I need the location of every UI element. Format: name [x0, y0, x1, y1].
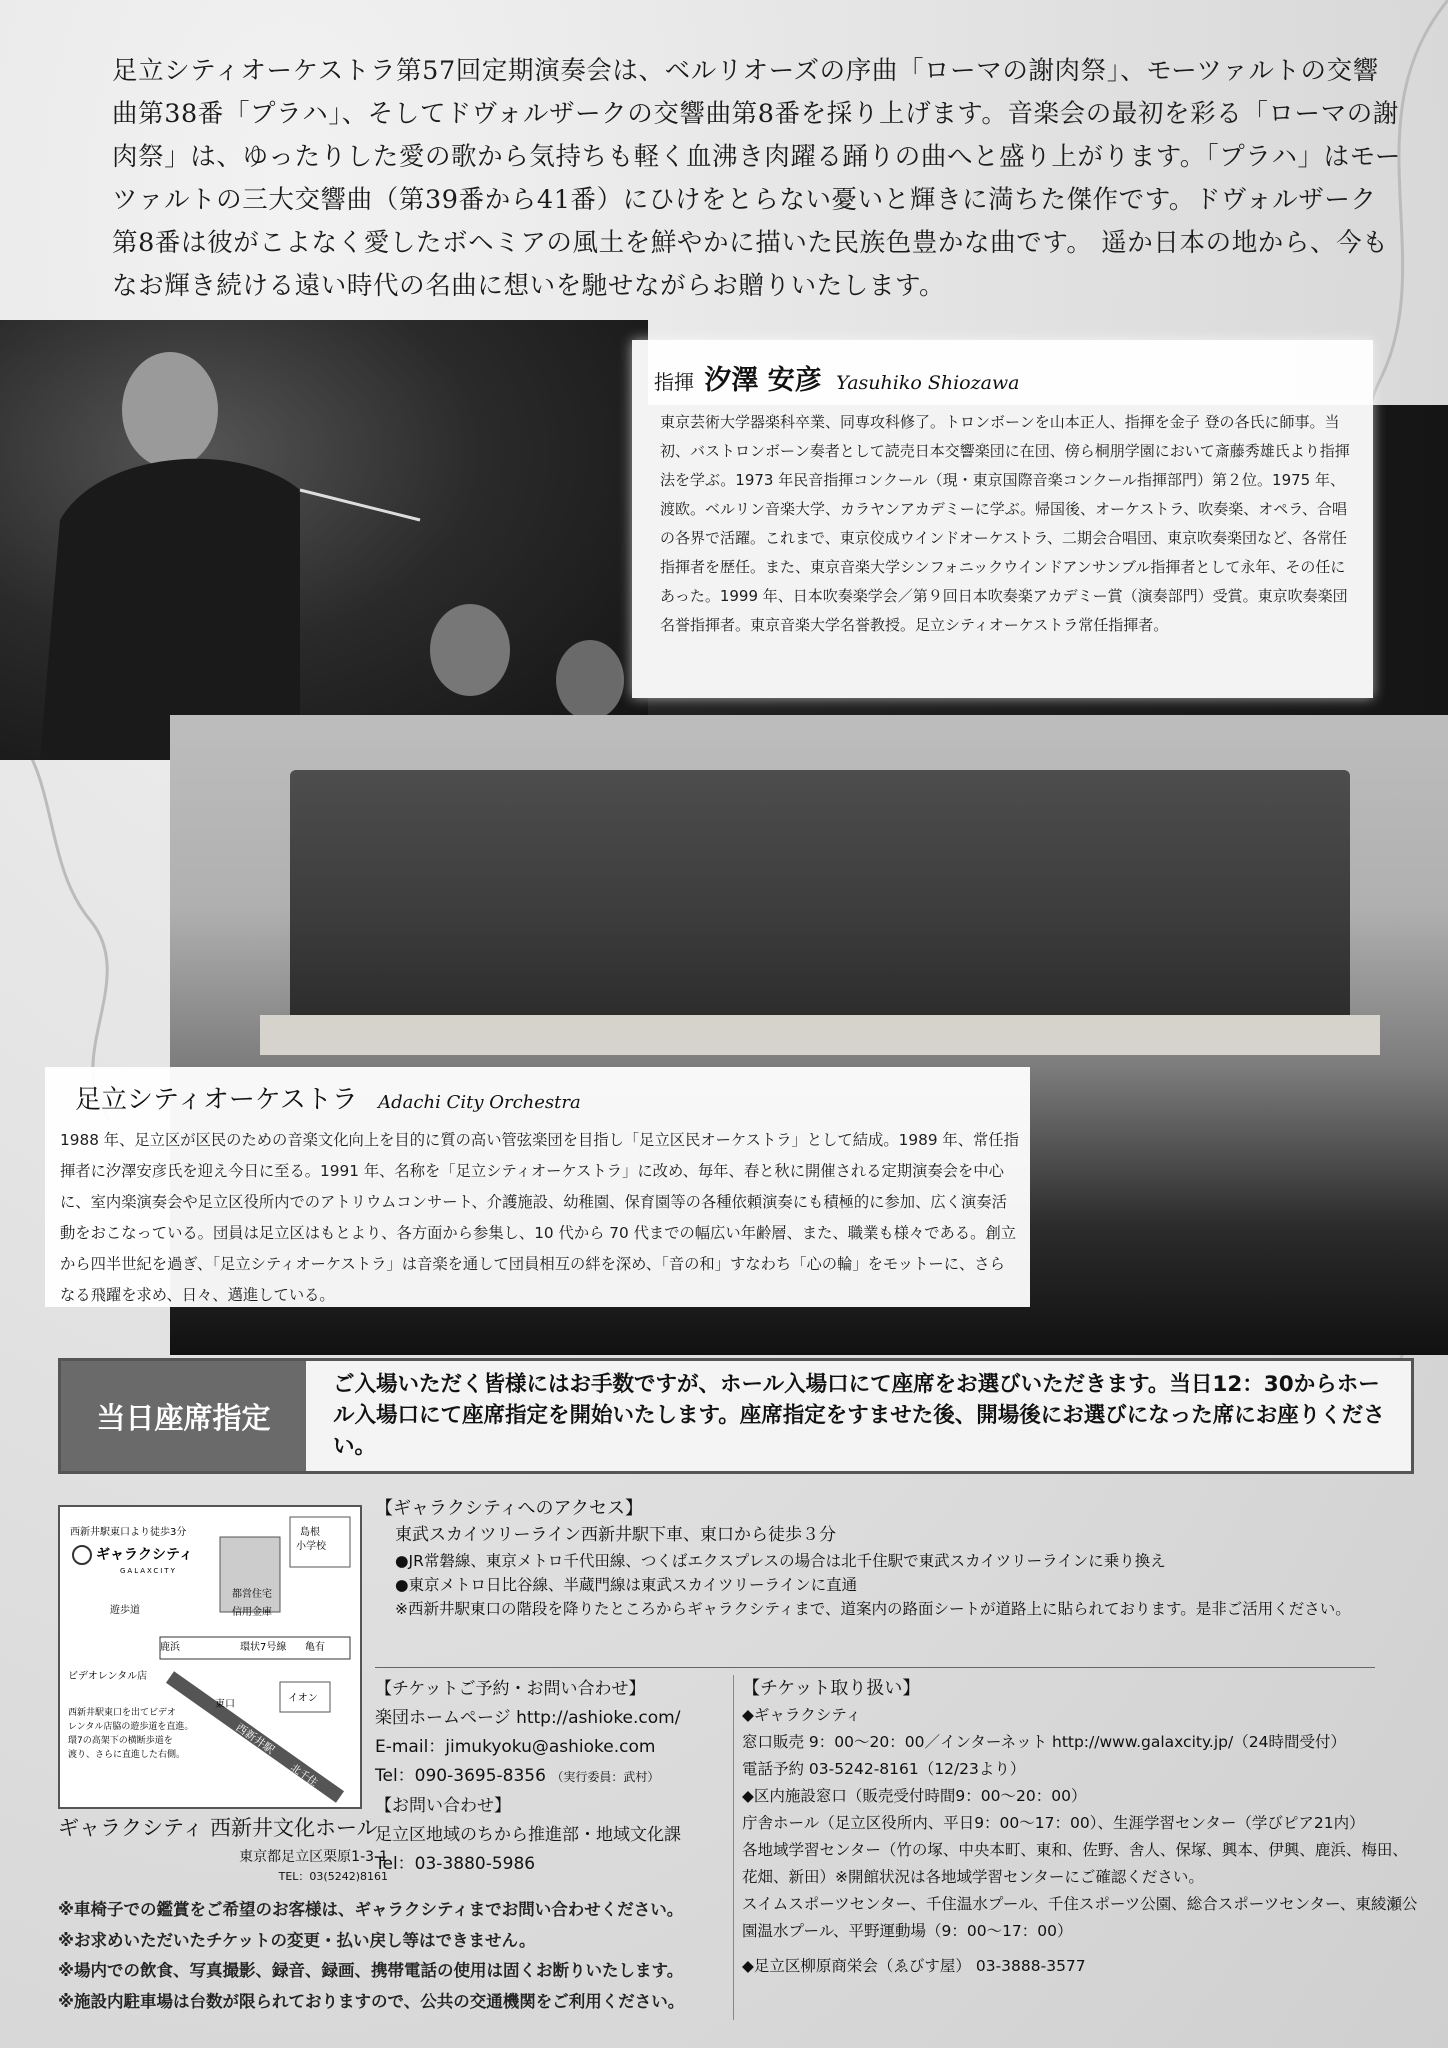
conductor-photo — [0, 320, 648, 760]
tickets-galaxcity: ◆ギャラクシティ — [742, 1706, 862, 1724]
galaxcity-building — [220, 1537, 280, 1612]
map-logo: ギャラクシティ — [96, 1547, 193, 1563]
conductor-silhouette — [0, 320, 648, 760]
stage-floor — [260, 1015, 1380, 1055]
conductor-bio: 東京芸術大学器楽科卒業、同専攻科修了。トロンボーンを山本正人、指揮を金子 登の各氏に師事。当初、バストロンボーン奏者として読売日本交響楽団に在団、傍ら桐朋学園において斎藤秀雄氏より指揮法を学ぶ。1973 年民音指揮コンクール（現・東京国際音楽コンクール指揮部門）第２位。1975 年、渡欧。ベルリン音楽大学、カラヤンアカデミーに学ぶ。帰国後、オーケストラ、吹奏楽、オペラ、合唱の各界で活躍。これまで、東京佼成ウインドオーケストラ、二期会合唱団、東京吹奏楽団など、各常任指揮者を歴任。また、東京音楽大学シンフォニックウインドアンサンブル指揮者として永年、その任にあった。1999 年、日本吹奏楽学会／第９回日本吹奏楽アカデミー賞（演奏部門）受賞。東京吹奏楽団名誉指揮者。東京音楽大学名誉教授。足立シティオーケストラ常任指揮者。 — [660, 413, 1350, 634]
access-line-1: 東武スカイツリーライン西新井駅下車、東口から徒歩３分 — [395, 1525, 836, 1545]
conductor-role: 指揮 — [654, 370, 694, 394]
orchestra-name-en: Adachi City Orchestra — [378, 1092, 581, 1113]
orchestra-name-jp: 足立シティオーケストラ — [75, 1085, 358, 1115]
orchestra-profile — [45, 1067, 1030, 1307]
map-bank: 信用金庫 — [232, 1607, 272, 1618]
conductor-name-jp: 汐澤 安彦 — [704, 365, 822, 396]
map-aeon: イオン — [288, 1693, 318, 1704]
galaxcity-logo-icon — [73, 1546, 91, 1564]
access-map — [58, 1505, 362, 1809]
map-west: 鹿浜 — [160, 1642, 180, 1653]
conductor-heading — [654, 358, 1020, 397]
intro-paragraph: 足立シティオーケストラ第57回定期演奏会は、ベルリオーズの序曲「ローマの謝肉祭」、モーツァルトの交響曲第38番「プラハ」、そしてドヴォルザークの交響曲第8番を採り上げます。音楽会の最初を彩る「ローマの謝肉祭」は、ゆったりした愛の歌から気持ちも軽く血沸き肉躍る踊りの曲へと盛り上がります。「プラハ」はモーツァルトの三大交響曲（第39番から41番）にひけをとらない憂いと輝きに満ちた傑作です。ドヴォルザーク第8番は彼がこよなく愛したボヘミアの風土を鮮やかに描いた民族色豊かな曲です。 遥か日本の地から、今もなお輝き続ける遠い時代の名曲に想いを馳せながらお贈りいたします。 — [112, 56, 1401, 301]
map-housing: 都営住宅 — [232, 1589, 272, 1600]
map-station: 西新井駅 — [233, 1720, 277, 1757]
note-item: ※施設内駐車場は台数が限られておりますので、公共の交通機関をご利用ください。 — [58, 1991, 685, 2011]
contact-tel: Tel：090-3695-8356 — [375, 1766, 546, 1786]
access-line-3: ●東京メトロ日比谷線、半蔵門線は東武スカイツリーラインに直通 — [395, 1576, 858, 1594]
access-line-2: ●JR常磐線、東京メトロ千代田線、つくばエクスプレスの場合は北千住駅で東武スカイツリーラインに乗り換え — [395, 1552, 1166, 1570]
tickets-ward-list-3: スイムスポーツセンター、千住温水プール、千住スポーツ公園、総合スポーツセンター、東綾瀬公園温水プール、平野運動場（9：00～17：00） — [742, 1895, 1418, 1940]
tickets-ward-list-2: 各地域学習センター（竹の塚、中央本町、東和、佐野、舎人、保塚、興本、伊興、鹿浜、梅田、花畑、新田）※開館状況は各地域学習センターにご確認ください。 — [742, 1841, 1408, 1886]
venue-tel: TEL：03(5242)8161 — [278, 1870, 388, 1883]
access-title: 【ギャラクシティへのアクセス】 — [375, 1498, 644, 1519]
email-link[interactable]: E-mail：jimukyoku@ashioke.com — [375, 1737, 656, 1757]
seating-notice — [58, 1358, 1414, 1474]
orchestra-bio: 1988 年、足立区が区民のための音楽文化向上を目的に質の高い管弦楽団を目指し「足立区民オーケストラ」として結成。1989 年、常任指揮者に汐澤安彦氏を迎え今日に至る。1991 年、名称を「足立シティオーケストラ」に改め、毎年、春と秋に開催される定期演奏会を中心に、室内楽演奏会や足立区役所内でのアトリウムコンサート、介護施設、幼稚園、保育園等の各種依頼演奏にも積極的に参加、広く演奏活動をおこなっている。団員は足立区はもとより、各方面から参集し、10 代から 70 代までの幅広い年齢層、また、職業も様々である。創立から四半世紀を過ぎ、「足立シティオーケストラ」は音楽を通して団員相互の絆を深め、「音の和」すなわち「心の輪」をモットーに、さらなる飛躍を求め、日々、邁進している。 — [60, 1131, 1019, 1304]
contact-section — [375, 1675, 755, 1879]
inquiry-tel: Tel：03-3880-5986 — [375, 1854, 536, 1874]
inquiry-title: 【お問い合わせ】 — [375, 1796, 511, 1816]
map-walk: 西新井駅東口より徒歩3分 — [70, 1527, 187, 1538]
seating-text: ご入場いただく皆様にはお手数ですが、ホール入場口にて座席をお選びいただきます。当日12：30からホール入場口にて座席指定を開始いたします。座席指定をすませた後、開場後にお選びになった席にお座りください。 — [333, 1372, 1385, 1459]
tickets-title: 【チケット取り扱い】 — [742, 1678, 921, 1699]
map-directions-2: レンタル店脇の遊歩道を直進。 — [68, 1722, 194, 1732]
venue-info — [58, 1812, 388, 1884]
access-section — [375, 1495, 1375, 1621]
orchestra-heading — [75, 1079, 581, 1116]
map-school-2: 小学校 — [296, 1541, 326, 1552]
tickets-ward-list-1: 庁舎ホール（足立区役所内、平日9：00～17：00）、生涯学習センター（学びピア21内） — [742, 1814, 1365, 1832]
conductor-name-en: Yasuhiko Shiozawa — [836, 372, 1020, 394]
venue-name: ギャラクシティ 西新井文化ホール — [58, 1816, 378, 1840]
map-school-1: 島根 — [300, 1527, 320, 1538]
tickets-section — [742, 1675, 1422, 1980]
map-playground: 遊歩道 — [110, 1605, 140, 1616]
map-directions-1: 西新井駅東口を出てビデオ — [68, 1708, 176, 1718]
note-item: ※場内での飲食、写真撮影、録音、録画、携帯電話の使用は固くお断りいたします。 — [58, 1961, 684, 1980]
tickets-ward: ◆区内施設窓口（販売受付時間9：00～20：00） — [742, 1787, 1087, 1805]
notes-list — [58, 1895, 758, 2017]
tickets-phone: 電話予約 03-5242-8161（12/23より） — [742, 1760, 1026, 1778]
contact-title: 【チケットご予約・お問い合わせ】 — [375, 1679, 646, 1699]
note-item: ※お求めいただいたチケットの変更・払い戻し等はできません。 — [58, 1930, 536, 1950]
map-road: 環状7号線 — [240, 1642, 287, 1653]
orchestra-players — [290, 770, 1350, 1030]
map-logo-en: GALAXCITY — [120, 1567, 177, 1575]
venue-address: 東京都足立区栗原1-3-1 — [239, 1849, 388, 1865]
inquiry-org: 足立区地域のちから推進部・地域文化課 — [375, 1825, 681, 1845]
homepage-link[interactable]: 楽団ホームページ http://ashioke.com/ — [375, 1708, 681, 1728]
tickets-shop: ◆足立区柳原商栄会（ゑびす屋） 03-3888-3577 — [742, 1957, 1086, 1975]
access-line-4: ※西新井駅東口の階段を降りたところからギャラクシティまで、道案内の路面シートが道路上に貼られております。是非ご活用ください。 — [395, 1600, 1351, 1618]
seating-label: 当日座席指定 — [61, 1361, 306, 1471]
contact-tel-line — [375, 1762, 755, 1792]
note-item: ※車椅子での鑑賞をご希望のお客様は、ギャラクシティまでお問い合わせください。 — [58, 1900, 684, 1919]
map-kitasenju: 北千住 — [288, 1762, 320, 1789]
map-directions-4: 渡り、さらに直進した右側。 — [68, 1750, 186, 1760]
conductor-profile — [632, 340, 1373, 698]
tickets-window: 窓口販売 9：00～20：00／インターネット http://www.galaxcity.jp/（24時間受付） — [742, 1733, 1346, 1751]
map-video: ビデオレンタル店 — [68, 1671, 148, 1682]
map-directions-3: 環7の高架下の横断歩道を — [68, 1736, 173, 1746]
map-east: 亀有 — [305, 1642, 325, 1653]
divider — [375, 1667, 1375, 1668]
contact-tel-note: （実行委員：武村） — [551, 1770, 660, 1784]
map-exit: 東口 — [215, 1699, 235, 1710]
